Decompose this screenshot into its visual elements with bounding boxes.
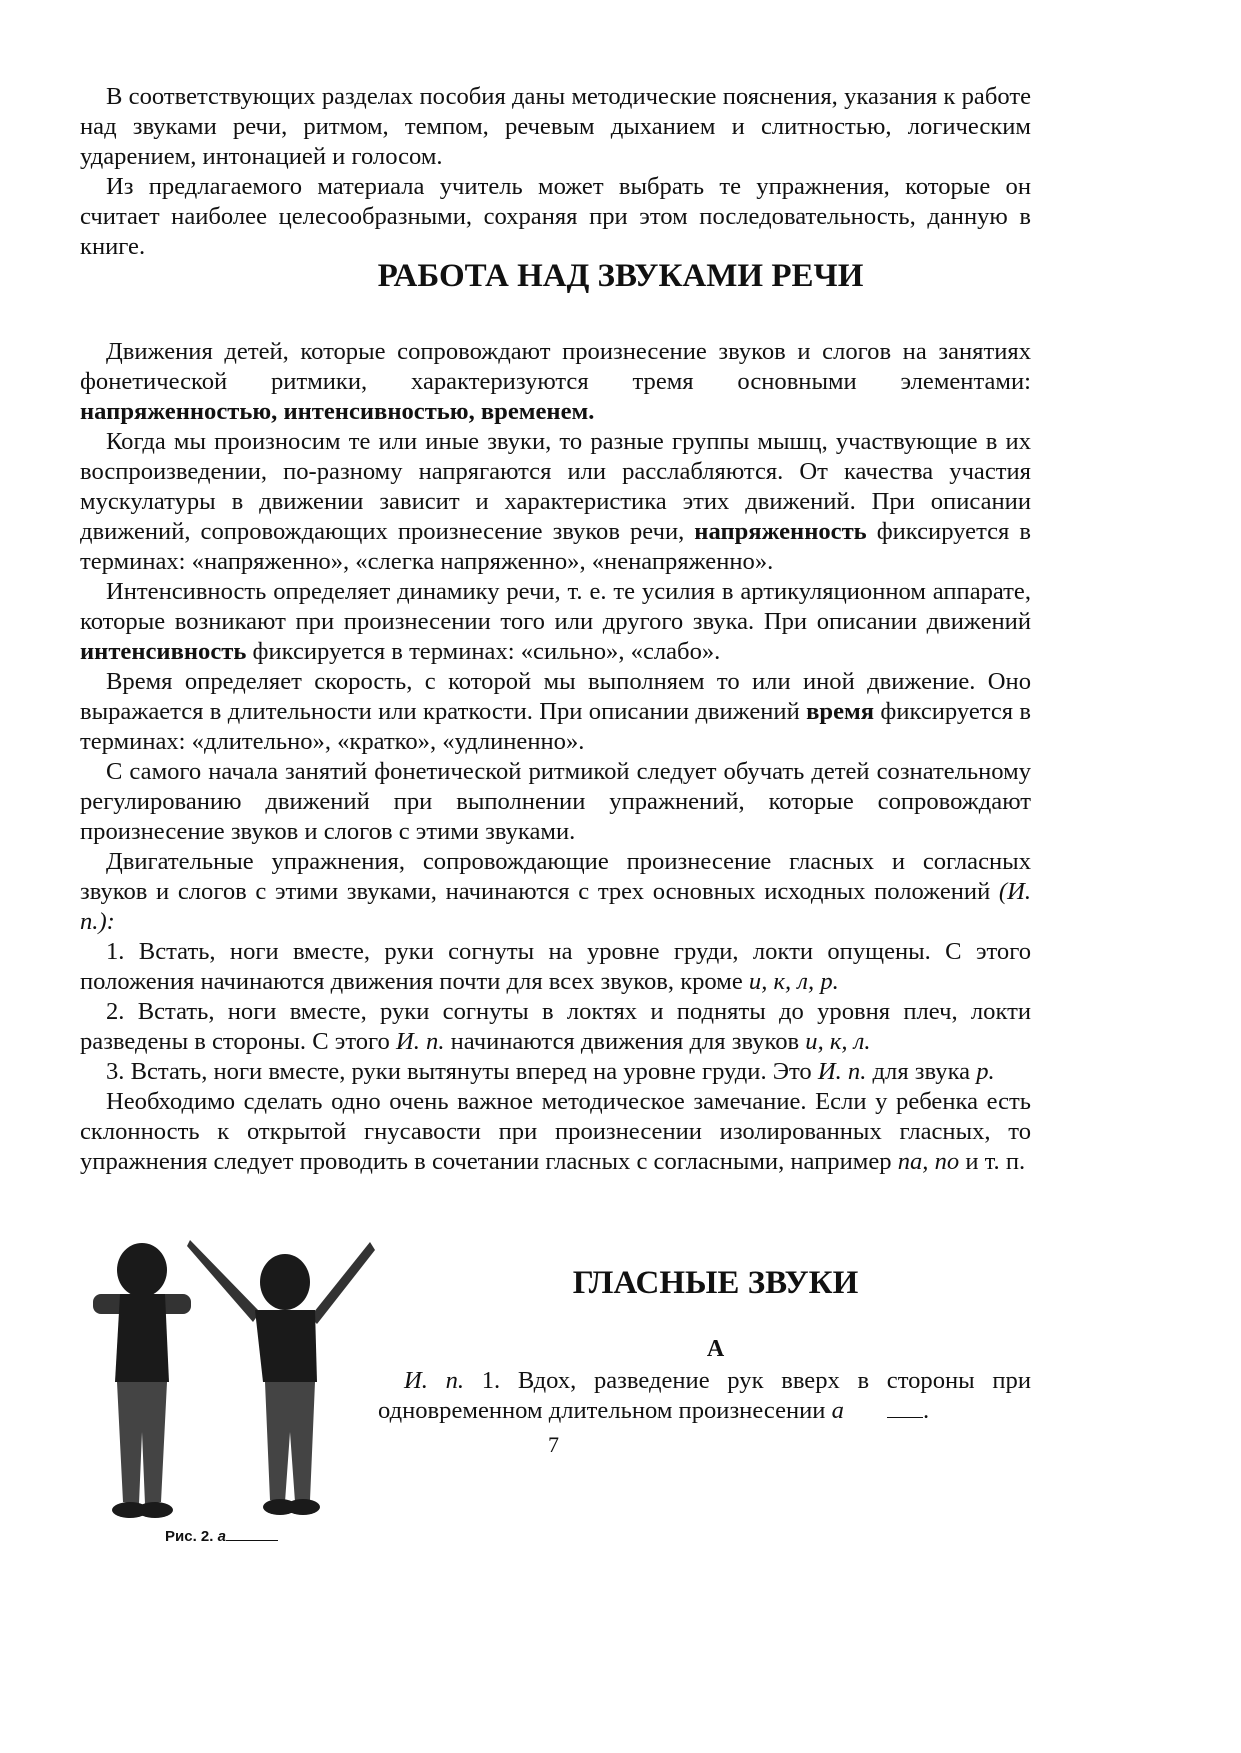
- text-run: 2. Встать, ноги вместе, руки согнуты в локтях и подняты до уровня плеч, локти разведены в стороны. С этого: [80, 998, 1031, 1055]
- text-run: С самого начала занятий фонетической ритмикой следует обучать детей сознательному регулированию движений при выполнении упражнений, которые сопровождают произнесение звуков и слогов с этими звуками.: [80, 758, 1031, 845]
- text-run: 1. Встать, ноги вместе, руки согнуты на уровне груди, локти опущены. С этого положения начинаются движения почти для всех звуков, кроме: [80, 938, 1031, 995]
- paragraph: [80, 577, 1031, 667]
- caption-label: Рис. 2.: [165, 1528, 214, 1545]
- duration-blank: [887, 1417, 923, 1418]
- children-silhouettes-image: [85, 1232, 385, 1532]
- text-run: Когда мы произносим те или иные звуки, то разные группы мышц, участвующие в их воспроизведении, по-разному напрягаются или расслабляются. От качества участия мускулатуры в движении зависит и характеристика этих движений. При описании движений, сопровождающих произнесение звуков речи,: [80, 428, 1031, 545]
- paragraph: [80, 847, 1031, 937]
- page-number: 7: [548, 1432, 559, 1457]
- paragraph: [80, 997, 1031, 1057]
- intro-text: [80, 82, 1031, 262]
- sound-a: а: [831, 1397, 844, 1424]
- caption-sound: а: [217, 1528, 226, 1545]
- letter-title: А: [706, 1336, 725, 1362]
- paragraph: [80, 757, 1031, 847]
- text-run: Интенсивность определяет динамику речи, т. е. те усилия в артикуляционном аппарате, которые возникают при произнесении того или другого звука. При описании движений: [80, 578, 1031, 635]
- text-run: начинаются движения для звуков: [444, 1028, 806, 1055]
- text-run: 3. Встать, ноги вместе, руки вытянуты вперед на уровне груди. Это: [106, 1058, 818, 1085]
- bold-term: напряженность: [694, 518, 867, 545]
- text-run: и т. п.: [959, 1148, 1026, 1175]
- text-run: В соответствующих разделах пособия даны методические пояснения, указания к работе над звуками речи, ритмом, темпом, речевым дыханием и слитностью, логическим ударением, интонацией и голосом.: [80, 83, 1031, 170]
- text-run: для звука: [866, 1058, 977, 1085]
- text-run: Двигательные упражнения, сопровождающие произнесение гласных и согласных звуков и слогов с этими звуками, начинаются с трех основных исходных положений: [80, 848, 1031, 905]
- figure-two-children: [85, 1232, 385, 1537]
- paragraph: [80, 1087, 1031, 1177]
- ip-label: И. п.: [404, 1367, 465, 1394]
- bold-term: интенсивность: [80, 638, 247, 665]
- italic-term: И. п.: [817, 1058, 867, 1085]
- text-run: фиксируется в терминах: «длительно», «кратко», «удлиненно».: [80, 698, 1032, 755]
- text-run: Необходимо сделать одно очень важное методическое замечание. Если у ребенка есть склонность к открытой гнусавости при произнесении изолированных гласных, то упражнения следует проводить в сочетании гласных с согласными, например: [80, 1088, 1031, 1175]
- bold-term: время: [806, 698, 875, 725]
- vowel-a-text: И. п. 1. Вдох, разведение рук вверх в стороны при одновременном длительном произнесении а .: [378, 1367, 1031, 1424]
- italic-term: (И. п.):: [80, 878, 1031, 935]
- paragraph: [80, 1057, 1031, 1087]
- text-run: фиксируется в терминах: «напряженно», «слегка напряженно», «ненапряженно».: [80, 518, 1031, 575]
- paragraph: [80, 427, 1031, 577]
- bold-term: напряженностью, интенсивностью, временем.: [80, 398, 595, 425]
- vowels-title: ГЛАСНЫЕ ЗВУКИ: [572, 1265, 859, 1301]
- text-run: Время определяет скорость, с которой мы выполняем то или иной движение. Оно выражается в длительности или краткости. При описании движений: [80, 668, 1031, 725]
- section-title: РАБОТА НАД ЗВУКАМИ РЕЧИ: [377, 258, 864, 294]
- italic-term: р.: [976, 1058, 995, 1085]
- figure-caption: [165, 1528, 278, 1545]
- paragraph: [80, 82, 1031, 172]
- text-run: фиксируется в терминах: «сильно», «слабо».: [246, 638, 721, 665]
- italic-term: па, по: [897, 1148, 960, 1175]
- exercise-text: 1. Вдох, разведение рук вверх в стороны при одновременном длительном произнесении: [378, 1367, 1031, 1424]
- paragraph: [80, 172, 1031, 262]
- italic-term: и, к, л, р.: [748, 968, 839, 995]
- text-run: Из предлагаемого материала учитель может выбрать те упражнения, которые он считает наиболее целесообразными, сохраняя при этом последовательность, данную в книге.: [80, 173, 1031, 260]
- italic-term: и, к, л.: [805, 1028, 871, 1055]
- paragraph: [80, 937, 1031, 997]
- section-text: [80, 337, 1031, 1177]
- italic-term: И. п.: [395, 1028, 445, 1055]
- caption-blank: [226, 1540, 278, 1541]
- text-run: Движения детей, которые сопровождают произнесение звуков и слогов на занятиях фонетической ритмики, характеризуются тремя основными элементами:: [80, 338, 1031, 395]
- paragraph: [80, 337, 1031, 427]
- paragraph: [80, 667, 1031, 757]
